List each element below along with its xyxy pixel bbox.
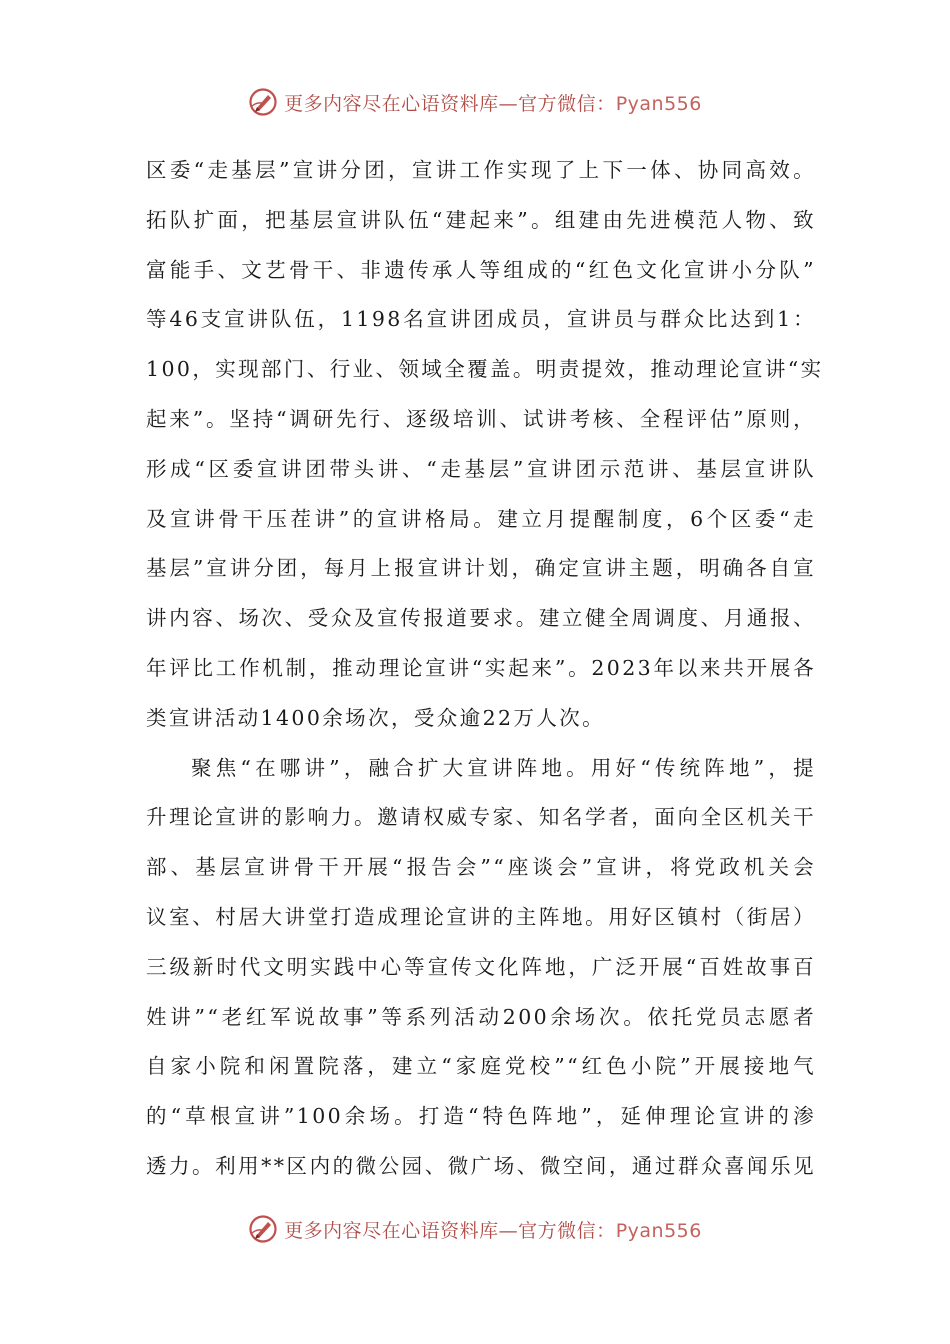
pen-logo-icon <box>248 1214 278 1244</box>
header-official-text: 官方微信： <box>518 92 616 115</box>
text-line: 类宣讲活动1400余场次，受众逾22万人次。 <box>146 705 606 730</box>
text-line: 基层”宣讲分团，每月上报宣讲计划，确定宣讲主题，明确各自宣 <box>146 556 816 581</box>
footer-site-text: 更多内容尽在心语资料库 <box>284 1219 499 1242</box>
header-banner <box>0 82 950 122</box>
footer-banner <box>0 1209 950 1249</box>
header-site-text: 更多内容尽在心语资料库 <box>284 92 499 115</box>
header-banner-text <box>284 89 702 116</box>
text-line: 起来”。坚持“调研先行、逐级培训、试讲考核、全程评估”原则， <box>146 406 816 431</box>
text-line: 聚焦“在哪讲”，融合扩大宣讲阵地。用好“传统阵地”，提 <box>191 755 816 780</box>
footer-wechat-handle: Pyan556 <box>615 1219 702 1242</box>
footer-official-text: 官方微信： <box>518 1219 616 1242</box>
text-line: 姓讲”“老红军说故事”等系列活动200余场次。依托党员志愿者 <box>146 1004 816 1029</box>
header-dash: — <box>498 92 519 115</box>
text-line: 等46支宣讲队伍，1198名宣讲团成员，宣讲员与群众比达到1： <box>146 307 816 332</box>
text-line: 拓队扩面，把基层宣讲队伍“建起来”。组建由先进模范人物、致 <box>146 207 816 232</box>
footer-dash: — <box>498 1219 519 1242</box>
text-line: 透力。利用**区内的微公园、微广场、微空间，通过群众喜闻乐见 <box>146 1153 816 1178</box>
text-line: 的“草根宣讲”100余场。打造“特色阵地”，延伸理论宣讲的渗 <box>146 1104 816 1129</box>
text-line: 年评比工作机制，推动理论宣讲“实起来”。2023年以来共开展各 <box>146 655 816 680</box>
text-line: 区委“走基层”宣讲分团，宣讲工作实现了上下一体、协同高效。 <box>146 158 816 182</box>
document-body <box>146 146 824 1192</box>
footer-banner-text <box>284 1216 702 1243</box>
text-line: 部、基层宣讲骨干开展“报告会”“座谈会”宣讲，将党政机关会 <box>146 855 816 880</box>
header-wechat-handle: Pyan556 <box>615 92 702 115</box>
text-line: 升理论宣讲的影响力。邀请权威专家、知名学者，面向全区机关干 <box>146 805 816 830</box>
text-line: 富能手、文艺骨干、非遗传承人等组成的“红色文化宣讲小分队” <box>146 257 816 282</box>
text-line: 形成“区委宣讲团带头讲、“走基层”宣讲团示范讲、基层宣讲队 <box>146 456 816 481</box>
text-line: 三级新时代文明实践中心等宣传文化阵地，广泛开展“百姓故事百 <box>146 954 816 979</box>
pen-logo-icon <box>248 87 278 117</box>
text-line: 讲内容、场次、受众及宣传报道要求。建立健全周调度、月通报、 <box>146 606 816 631</box>
text-line: 议室、村居大讲堂打造成理论宣讲的主阵地。用好区镇村（街居） <box>146 904 816 929</box>
text-line: 100，实现部门、行业、领域全覆盖。明责提效，推动理论宣讲“实 <box>146 357 824 382</box>
text-line: 及宣讲骨干压茬讲”的宣讲格局。建立月提醒制度，6个区委“走 <box>146 506 816 531</box>
text-line: 自家小院和闲置院落，建立“家庭党校”“红色小院”开展接地气 <box>146 1054 816 1079</box>
